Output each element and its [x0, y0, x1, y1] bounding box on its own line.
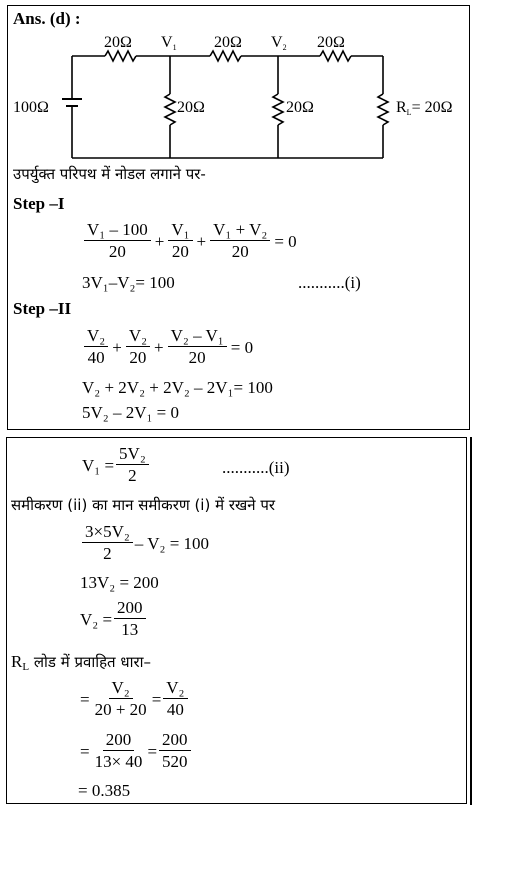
step1-heading: Step –I	[13, 194, 65, 213]
frac-den: 13× 40	[94, 752, 143, 771]
eq-lead: =	[80, 741, 90, 761]
eq-substitution	[80, 522, 209, 565]
frac-den: 20 + 20	[94, 700, 147, 719]
equation-rhs: = 0	[230, 337, 254, 357]
step2-equation-2: V₂ + 2V₂ + 2V₂ – 2V₁= 100	[82, 378, 273, 397]
frac-num: 200	[114, 598, 146, 619]
solution-box-part2	[6, 437, 467, 804]
resistor-shunt-1	[165, 94, 175, 125]
frac-den: 40	[166, 700, 184, 719]
resistor-top-1	[105, 51, 136, 61]
substitution-text: समीकरण (ii) का मान समीकरण (i) में रखने पर	[11, 496, 275, 514]
label-r-shunt-1: 20Ω	[177, 99, 205, 116]
equation-tag-i: ...........(i)	[298, 273, 361, 292]
step1-equation-2: 3V₁–V₂= 100	[82, 273, 175, 292]
frac-den: 2	[128, 466, 137, 485]
resistor-top-3	[320, 51, 351, 61]
resistor-shunt-2	[273, 94, 283, 125]
frac-den: 20	[129, 348, 147, 367]
resistor-load	[378, 94, 388, 125]
frac-num: 3×5V₂	[82, 522, 133, 543]
equation-rhs: = 0	[274, 231, 297, 251]
resistor-top-2	[210, 51, 241, 61]
frac-num: V₂	[163, 678, 187, 699]
frac-num: 5V₂	[116, 444, 149, 465]
frac-den: 20	[231, 242, 249, 261]
frac-den: 520	[162, 752, 188, 771]
equation-tag-ii: ...........(ii)	[222, 458, 290, 477]
frac-den: 20	[188, 348, 206, 367]
frac-den: 20	[108, 242, 126, 261]
label-r-top-1: 20Ω	[104, 34, 132, 51]
step2-heading: Step –II	[13, 299, 72, 318]
label-r-top-2: 20Ω	[214, 34, 242, 51]
step1-equation-1: $\frac{\text{V₁ – 100}}{20}$ + $\frac{\text{V₁}}{20}$ + $\frac{\text{V₁ + V₂}}{20}$ = 0	[82, 220, 299, 263]
intro-text: उपर्युक्त परिपथ में नोडल लगाने पर-	[13, 165, 206, 183]
label-load: RL= 20Ω	[396, 99, 453, 117]
step2-equation-1: $\frac{\text{V₂}}{40}$ + $\frac{\text{V₂}}{20}$ + $\frac{\text{V₂ – V₁}}{20}$ = 0	[82, 326, 255, 369]
frac-den: 2	[103, 544, 112, 563]
eq-current-1	[80, 678, 190, 721]
column-divider	[470, 437, 472, 805]
result-value: = 0.385	[78, 781, 131, 800]
frac-num: V₁ + V₂	[210, 220, 270, 241]
frac-num: 200	[103, 730, 135, 751]
answer-label: Ans. (d) :	[13, 9, 81, 28]
eq-v2-value	[80, 598, 148, 641]
eq-13v2: 13V₂ = 200	[80, 573, 159, 592]
step2-equation-3: 5V₂ – 2V₁ = 0	[82, 403, 179, 422]
eq-lead: =	[80, 689, 90, 709]
label-source: 100Ω	[13, 99, 49, 116]
eq-mid: =	[147, 741, 158, 761]
label-r-shunt-2: 20Ω	[286, 99, 314, 116]
label-node-v1: V1	[161, 34, 177, 52]
frac-den: 20	[171, 242, 189, 261]
frac-den: 40	[87, 348, 105, 367]
current-text: लोड में प्रवाहित धारा–	[33, 653, 152, 671]
frac-num: V₂	[126, 326, 150, 347]
frac-num: V₂	[84, 326, 108, 347]
label-node-v2: V2	[271, 34, 287, 52]
eq-lhs: V₂ =	[80, 609, 113, 629]
frac-num: V₂	[109, 678, 133, 699]
label-r-top-3: 20Ω	[317, 34, 345, 51]
eq-mid: =	[151, 689, 162, 709]
frac-num: V₂ – V₁	[168, 326, 227, 347]
frac-num: V₁ – 100	[84, 220, 151, 241]
eq-current-2	[80, 730, 193, 773]
eq-v1-expression	[82, 444, 151, 487]
frac-num: V₁	[168, 220, 192, 241]
frac-den: 13	[121, 620, 139, 639]
eq-rest: – V₂ = 100	[134, 533, 210, 553]
rl-label: $R_L$	[11, 652, 30, 673]
eq-lhs: V₁ =	[82, 455, 115, 475]
current-text-line	[11, 652, 151, 673]
frac-num: 200	[159, 730, 191, 751]
